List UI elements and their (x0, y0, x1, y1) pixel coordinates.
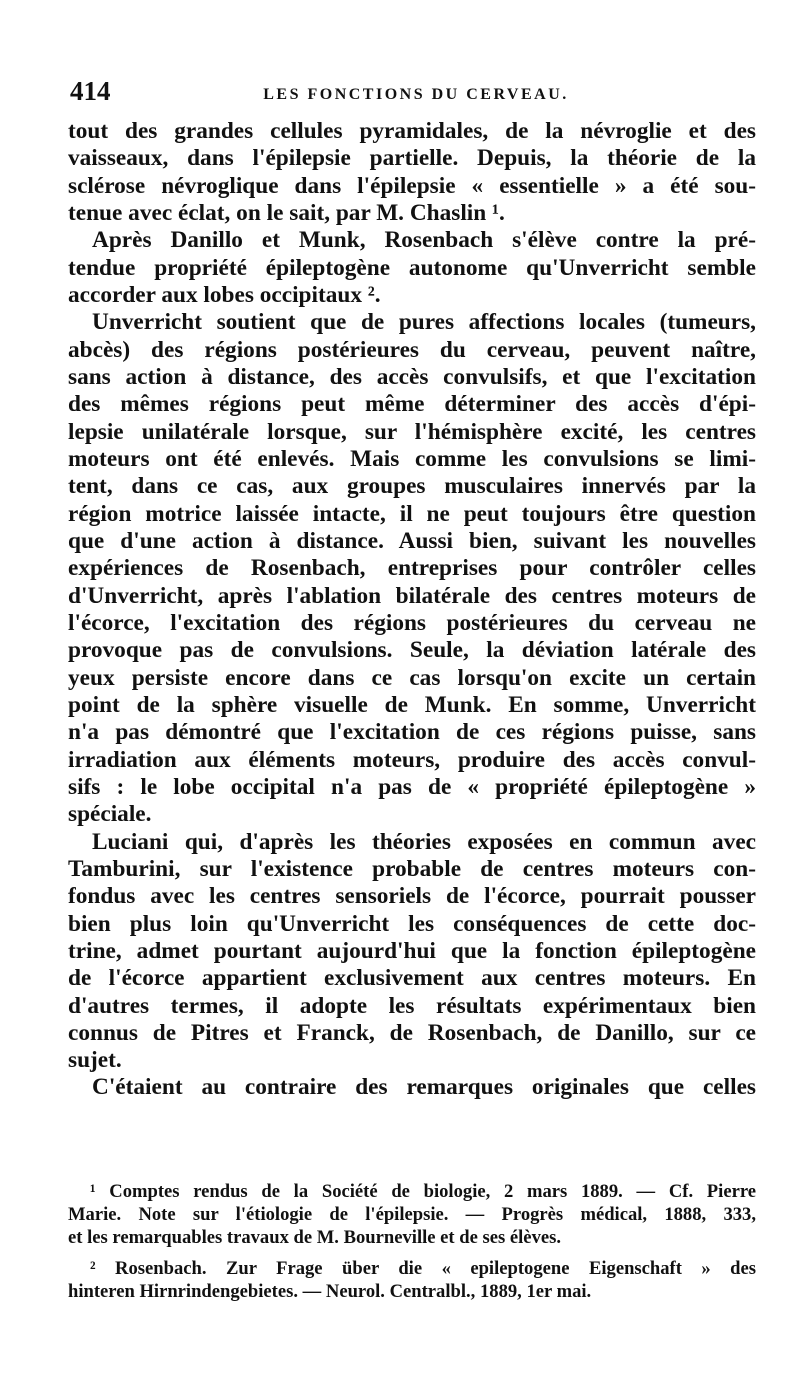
text-line: lepsie unilatérale lorsque, sur l'hémisphère excité, les centres (68, 418, 756, 445)
text-line: sifs : le lobe occipital n'a pas de « propriété épileptogène » (68, 773, 756, 800)
footnote-line: Marie. Note sur l'étiologie de l'épilepsie. — Progrès médical, 1888, 333, (68, 1204, 756, 1225)
text-line: C'étaient au contraire des remarques originales que celles (92, 1074, 756, 1101)
text-line: n'a pas démontré que l'excitation de ces régions puisse, sans (68, 719, 756, 746)
text-line: trine, admet pourtant aujourd'hui que la fonction épileptogène (68, 937, 756, 964)
text-line: de l'écorce appartient exclusivement aux centres moteurs. En (68, 965, 756, 992)
page-number: 414 (70, 76, 111, 106)
text-line: fondus avec les centres sensoriels de l'écorce, pourrait pousser (68, 883, 756, 910)
text-line: spéciale. (68, 801, 152, 828)
text-line: expériences de Rosenbach, entreprises pour contrôler celles (68, 555, 756, 582)
text-line: accorder aux lobes occipitaux ². (68, 281, 381, 308)
text-line: sans action à distance, des accès convulsifs, et que l'excitation (68, 363, 756, 390)
text-line: irradiation aux éléments moteurs, produire des accès convul- (68, 746, 756, 773)
text-line: sclérose névroglique dans l'épilepsie « essentielle » a été sou- (68, 172, 756, 199)
footnote-line: ¹ Comptes rendus de la Société de biologie, 2 mars 1889. — Cf. Pierre (90, 1181, 756, 1202)
text-line: tendue propriété épileptogène autonome qu'Unverricht semble (68, 254, 756, 281)
text-line: Après Danillo et Munk, Rosenbach s'élève contre la pré- (92, 227, 756, 254)
text-line: tout des grandes cellules pyramidales, de la névroglie et des (68, 118, 756, 144)
text-line: Luciani qui, d'après les théories exposées en commun avec (92, 828, 756, 855)
footnotes (68, 1180, 756, 1303)
text-line: point de la sphère visuelle de Munk. En somme, Unverricht (68, 691, 756, 718)
footnote-line: hinteren Hirnrindengebietes. — Neurol. Centralbl., 1889, 1er mai. (68, 1281, 592, 1302)
text-line: abcès) des régions postérieures du cerveau, peuvent naître, (68, 336, 756, 363)
text-line: d'autres termes, il adopte les résultats expérimentaux bien (68, 992, 756, 1019)
text-line: Unverricht soutient que de pures affections locales (tumeurs, (92, 309, 756, 336)
text-line: yeux persiste encore dans ce cas lorsqu'on excite un certain (68, 664, 756, 691)
text-line: moteurs ont été enlevés. Mais comme les convulsions se limi- (68, 445, 756, 472)
text-line: connus de Pitres et Franck, de Rosenbach, de Danillo, sur ce (68, 1019, 756, 1046)
text-line: que d'une action à distance. Aussi bien, suivant les nouvelles (68, 527, 756, 554)
footnote-spacer (68, 1249, 756, 1257)
text-line: des mêmes régions peut même déterminer des accès d'épi- (68, 391, 756, 418)
text-line: l'écorce, l'excitation des régions postérieures du cerveau ne (68, 609, 756, 636)
text-line: tenue avec éclat, on le sait, par M. Chaslin ¹. (68, 199, 505, 226)
page-header (70, 76, 762, 112)
text-line: région motrice laissée intacte, il ne peut toujours être question (68, 500, 756, 527)
text-line: tent, dans ce cas, aux groupes musculaires innervés par la (68, 473, 756, 500)
text-line: bien plus loin qu'Unverricht les conséquences de cette doc- (68, 910, 756, 937)
text-line: vaisseaux, dans l'épilepsie partielle. Depuis, la théorie de la (68, 145, 756, 172)
text-line: d'Unverricht, après l'ablation bilatérale des centres moteurs de (68, 582, 756, 609)
text-line: provoque pas de convulsions. Seule, la déviation latérale des (68, 637, 756, 664)
footnote-line: ² Rosenbach. Zur Frage über die « epileptogene Eigenschaft » des (90, 1258, 756, 1279)
footnote-line: et les remarquables travaux de M. Bourneville et de ses élèves. (68, 1227, 561, 1248)
text-line: Tamburini, sur l'existence probable de centres moteurs con- (68, 855, 756, 882)
running-title: LES FONCTIONS DU CERVEAU. (263, 86, 569, 103)
text-line: sujet. (68, 1047, 122, 1074)
body-text (68, 118, 756, 1102)
